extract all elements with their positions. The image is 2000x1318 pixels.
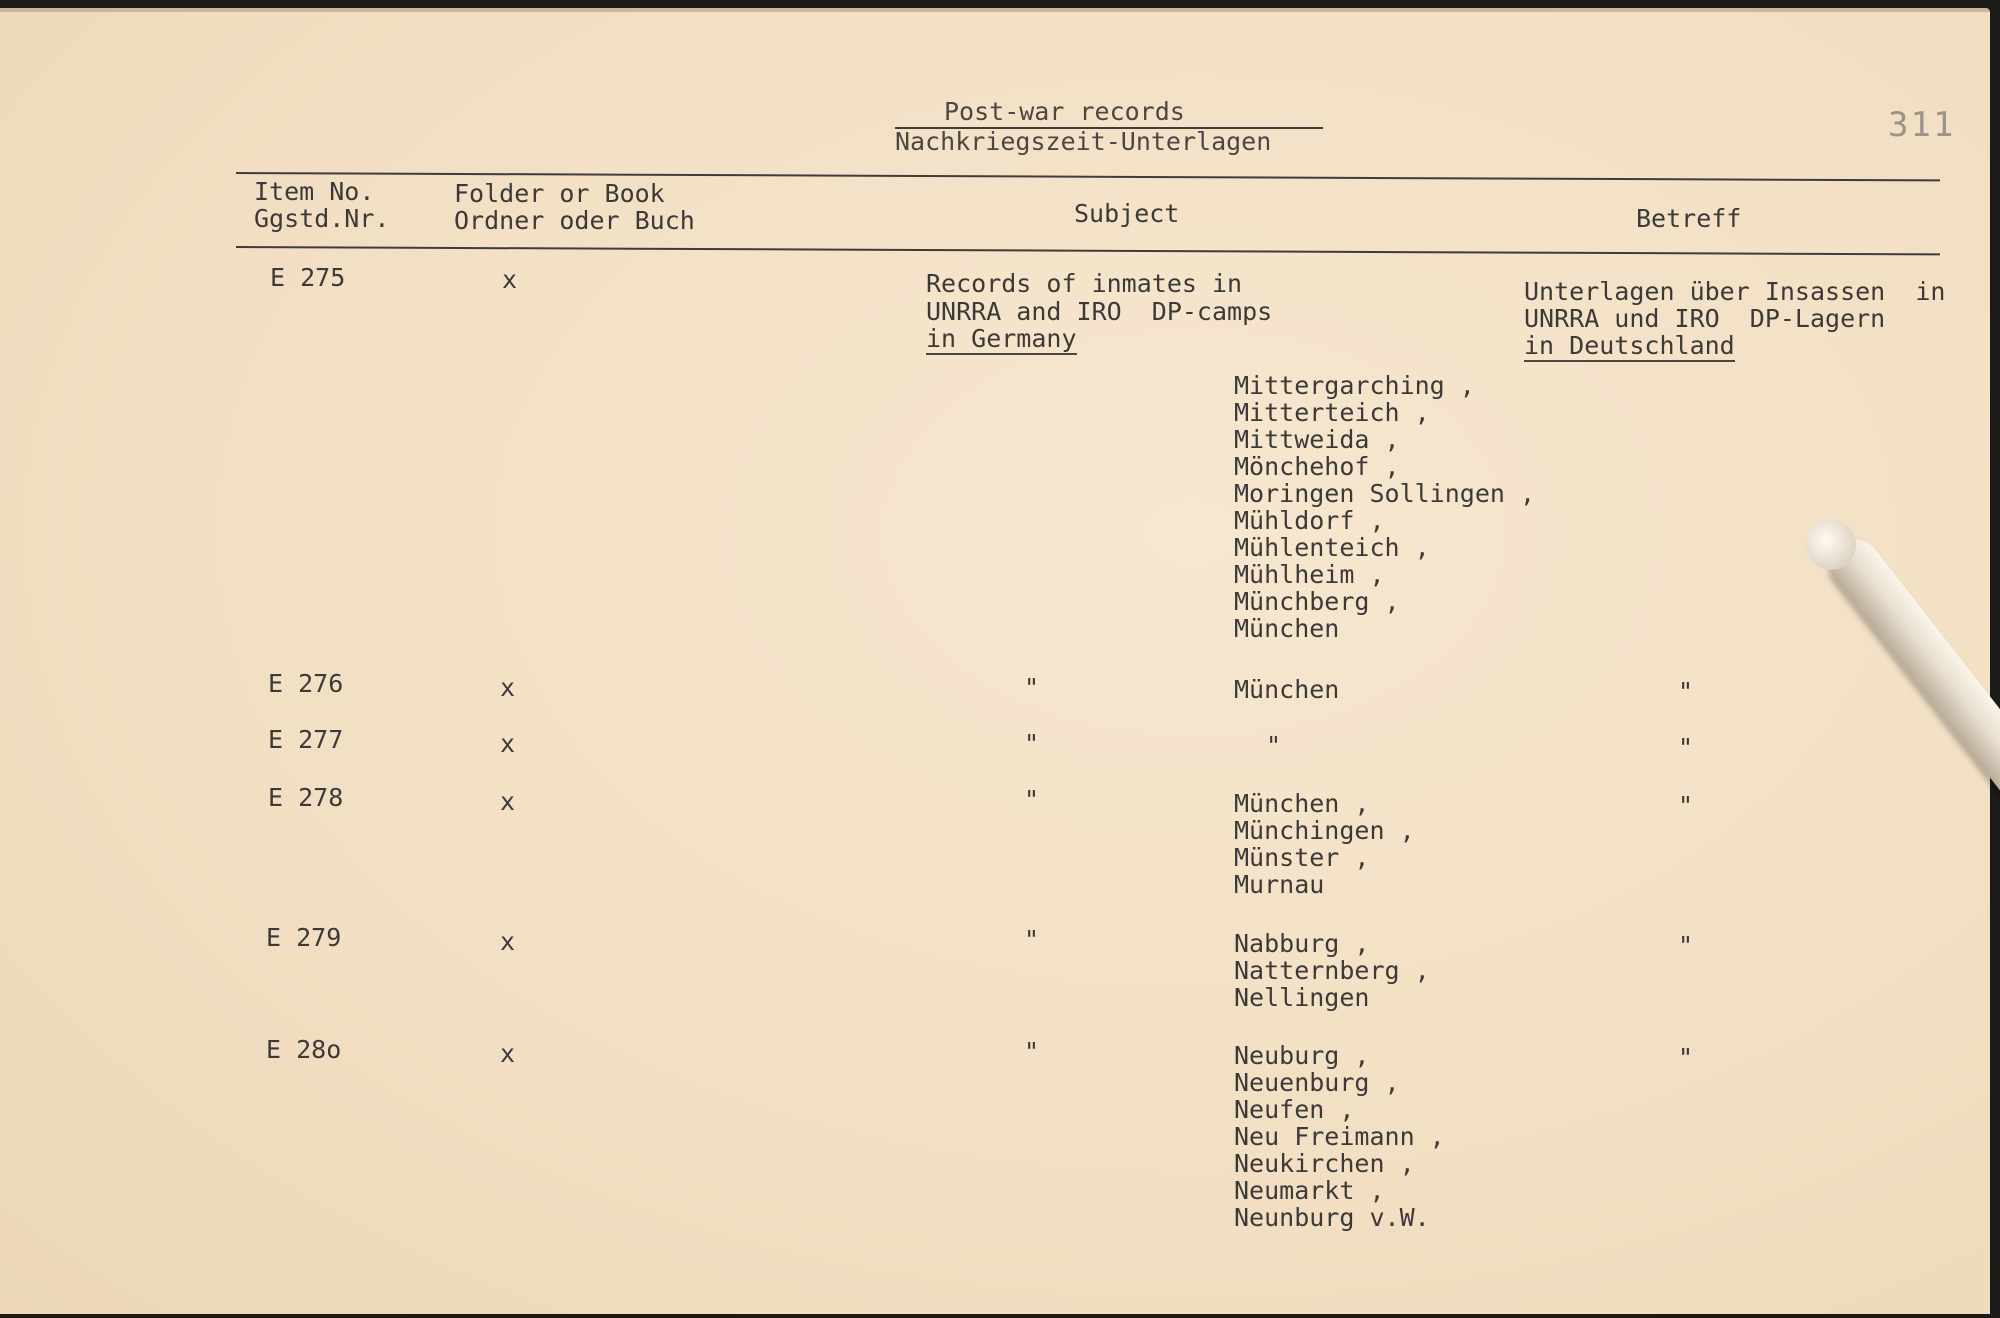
betreff-ditto: ": [1678, 1043, 1694, 1072]
place-name: Neumarkt ,: [1234, 1176, 1385, 1205]
betreff-line: in Deutschland: [1524, 331, 1735, 360]
place-name: Neu Freimann ,: [1234, 1122, 1445, 1151]
betreff-line: Unterlagen über Insassen in: [1524, 277, 1946, 306]
place-name: München: [1234, 614, 1340, 643]
place-name: Neukirchen ,: [1234, 1149, 1415, 1178]
folder-mark: x: [500, 673, 516, 702]
place-name: Nellingen: [1234, 983, 1370, 1012]
place-name: Nabburg ,: [1234, 929, 1370, 958]
document-page: [0, 8, 1990, 1314]
place-name: Neuenburg ,: [1234, 1068, 1400, 1097]
folder-mark: x: [500, 927, 516, 956]
header-folder-de: Ordner oder Buch: [454, 206, 695, 235]
place-name: Mühlheim ,: [1234, 560, 1385, 589]
folder-mark: x: [500, 729, 516, 758]
item-number: E 278: [268, 783, 344, 812]
subject-line: in Germany: [926, 324, 1077, 353]
place-name: Mittweida ,: [1234, 425, 1400, 454]
subject-ditto: ": [1024, 673, 1040, 702]
place-list: [1234, 676, 1339, 703]
place-name: München: [1234, 675, 1340, 704]
betreff-line: UNRRA und IRO DP-Lagern: [1524, 304, 1886, 333]
page-number: 311: [1888, 105, 1956, 145]
item-number: E 277: [268, 725, 344, 754]
subject-ditto: ": [1024, 785, 1040, 814]
item-number: E 276: [268, 669, 344, 698]
place-name: Neunburg v.W.: [1234, 1203, 1430, 1232]
subject-ditto: ": [1024, 1037, 1040, 1066]
place-name: Neufen ,: [1234, 1095, 1355, 1124]
place-list: [1266, 732, 1281, 759]
place-list: [1234, 930, 1430, 1011]
folder-mark: x: [500, 787, 516, 816]
place-name: Mitterteich ,: [1234, 398, 1430, 427]
title-english: Post-war records: [944, 97, 1185, 126]
place-name: Mühlenteich ,: [1234, 533, 1430, 562]
place-name: Mönchehof ,: [1234, 452, 1400, 481]
subject-ditto: ": [1024, 925, 1040, 954]
item-number: E 279: [266, 923, 342, 952]
place-name: Münchingen ,: [1234, 816, 1415, 845]
header-item-de: Ggstd.Nr.: [254, 204, 390, 233]
betreff-ditto: ": [1678, 931, 1694, 960]
betreff-ditto: ": [1678, 791, 1694, 820]
place-name: Murnau: [1234, 870, 1325, 899]
place-name: Neuburg ,: [1234, 1041, 1370, 1070]
table-header-rule: [236, 246, 1940, 255]
betreff-ditto: ": [1678, 733, 1694, 762]
item-number: E 275: [270, 263, 346, 292]
place-name: Natternberg ,: [1234, 956, 1430, 985]
pen-tip: [1806, 520, 1856, 570]
subject-line: UNRRA and IRO DP-camps: [926, 297, 1273, 326]
place-ditto: ": [1266, 731, 1282, 760]
place-name: Mittergarching ,: [1234, 371, 1475, 400]
place-list: [1234, 1042, 1445, 1231]
folder-mark: x: [502, 265, 518, 294]
header-item-en: Item No.: [254, 177, 375, 206]
place-name: Moringen Sollingen ,: [1234, 479, 1536, 508]
place-list: [1234, 790, 1415, 898]
header-folder-en: Folder or Book: [454, 179, 665, 208]
subject-ditto: ": [1024, 729, 1040, 758]
item-number: E 28o: [266, 1035, 342, 1064]
folder-mark: x: [500, 1039, 516, 1068]
place-name: Münster ,: [1234, 843, 1370, 872]
header-subject: Subject: [1074, 199, 1180, 228]
place-name: Münchberg ,: [1234, 587, 1400, 616]
place-name: München ,: [1234, 789, 1370, 818]
place-name: Mühldorf ,: [1234, 506, 1385, 535]
subject-line: Records of inmates in: [926, 269, 1243, 298]
title-german: Nachkriegszeit-Unterlagen: [895, 127, 1272, 156]
place-list: [1234, 372, 1535, 642]
header-betreff: Betreff: [1636, 204, 1742, 233]
betreff-ditto: ": [1678, 677, 1694, 706]
